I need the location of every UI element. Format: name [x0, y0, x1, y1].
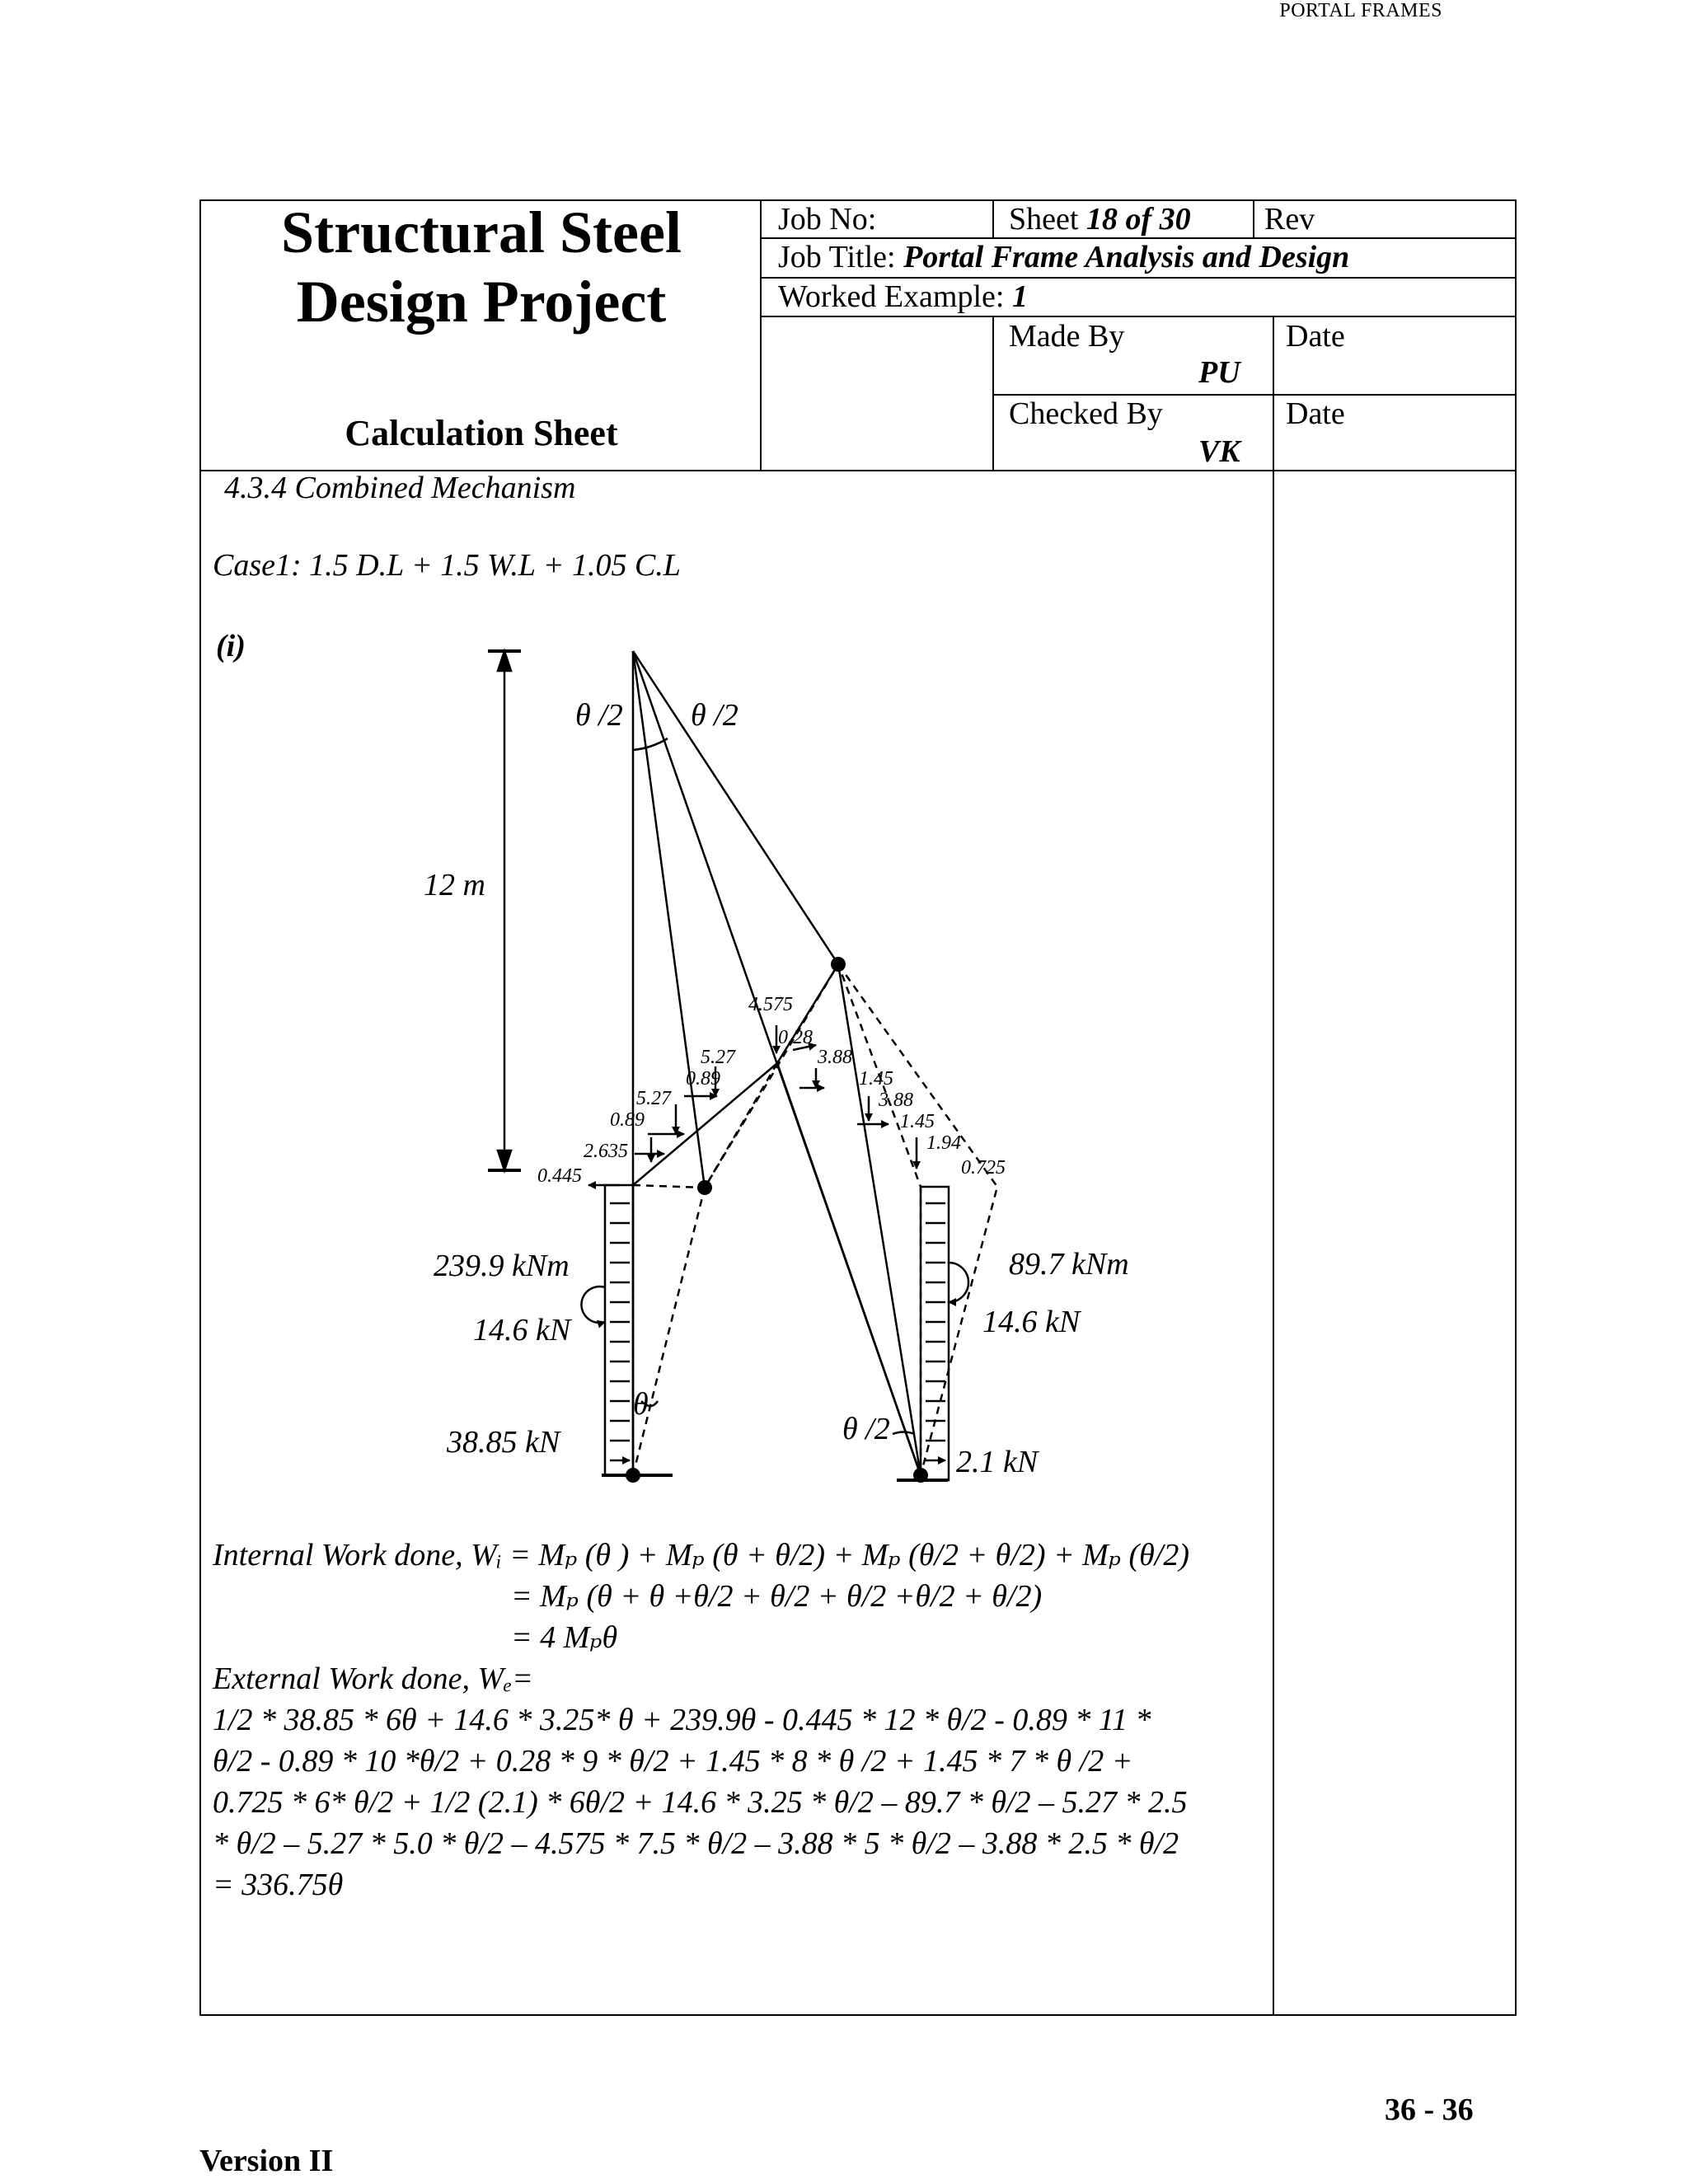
project-title-line2: Design Project: [296, 269, 667, 335]
label-239-9-knm: 239.9 kNm: [434, 1249, 570, 1283]
running-header: PORTAL FRAMES: [1279, 0, 1442, 21]
equation-line-5: 1/2 * 38.85 * 6θ + 14.6 * 3.25* θ + 239.9θ - 0.445 * 12 * θ/2 - 0.89 * 11 *: [213, 1703, 1151, 1737]
made-by-label: Made By: [1009, 319, 1125, 354]
label-theta-half-right: θ /2: [691, 698, 738, 733]
plastic-hinge: [831, 957, 846, 972]
section-heading: 4.3.4 Combined Mechanism: [224, 471, 576, 505]
label-theta-half-bottom: θ /2: [842, 1412, 890, 1446]
label-0-725: 0.725: [961, 1157, 1006, 1179]
job-no-label: Job No:: [778, 202, 877, 237]
label-0-89-b: 0.89: [610, 1109, 645, 1131]
rev-label: Rev: [1264, 202, 1315, 237]
label-14-6-kn-left: 14.6 kN: [473, 1313, 571, 1347]
label-3-88-b: 3.88: [879, 1090, 913, 1111]
left-column-udl: [605, 1185, 633, 1475]
made-by-value: PU: [1198, 355, 1240, 390]
sub-label: (i): [216, 629, 246, 663]
plastic-hinge: [626, 1468, 640, 1483]
original-frame-dashed: [633, 1188, 705, 1475]
equation-result: = 336.75θ: [213, 1868, 344, 1902]
equation-line-3: = 4 Mₚθ: [511, 1620, 618, 1655]
equation-line-1: Internal Work done, Wᵢ = Mₚ (θ ) + Mₚ (θ + θ/2) + Mₚ (θ/2 + θ/2) + Mₚ (θ/2): [213, 1538, 1189, 1572]
label-theta-half-left: θ /2: [575, 698, 623, 733]
label-2-1-kn: 2.1 kN: [956, 1445, 1039, 1479]
version-label: Version II: [199, 2144, 334, 2178]
rotation-line: [838, 964, 921, 1475]
equation-line-6: θ/2 - 0.89 * 10 *θ/2 + 0.28 * 9 * θ/2 + 1.45 * 8 * θ /2 + 1.45 * 7 * θ /2 +: [213, 1744, 1133, 1779]
job-title-label: Job Title:: [778, 240, 896, 274]
load-case: Case1: 1.5 D.L + 1.5 W.L + 1.05 C.L: [213, 548, 681, 583]
sheet-type-label: Calculation Sheet: [345, 413, 618, 453]
angle-arc: [633, 738, 668, 750]
job-title-value: Portal Frame Analysis and Design: [903, 240, 1350, 274]
label-1-94: 1.94: [926, 1132, 961, 1154]
worked-example-value: 1: [1011, 279, 1028, 314]
checked-by-value: VK: [1198, 434, 1240, 469]
label-14-6-kn-right: 14.6 kN: [982, 1305, 1081, 1339]
dimension-arrow: [498, 1151, 511, 1170]
checked-by-label: Checked By: [1009, 396, 1163, 431]
label-4-575: 4.575: [748, 994, 793, 1015]
checked-date-label: Date: [1286, 396, 1345, 431]
angle-arc: [893, 1432, 915, 1435]
label-1-45-a: 1.45: [859, 1068, 893, 1090]
equation-line-4: External Work done, Wₑ=: [213, 1661, 533, 1696]
udl-arrows-right: [926, 1203, 945, 1460]
plastic-hinge: [913, 1468, 928, 1483]
dimension-arrow: [498, 651, 511, 671]
sheet-value: 18 of 30: [1085, 202, 1191, 237]
udl-arrows-left: [610, 1203, 630, 1460]
equation-line-7: 0.725 * 6* θ/2 + 1/2 (2.1) * 6θ/2 + 14.6 * 3.25 * θ/2 – 89.7 * θ/2 – 5.27 * 2.5: [213, 1785, 1188, 1820]
label-3-88-a: 3.88: [818, 1047, 852, 1068]
label-5-27-b: 5.27: [636, 1088, 671, 1109]
moment-arc-left: [581, 1286, 605, 1323]
label-5-27-a: 5.27: [701, 1047, 735, 1068]
worked-example-label: Worked Example:: [778, 279, 1005, 314]
project-title-line1: Structural Steel: [281, 199, 682, 265]
page-number: 36 - 36: [1385, 2093, 1474, 2127]
label-height: 12 m: [424, 868, 485, 902]
label-38-85-kn: 38.85 kN: [447, 1425, 560, 1460]
plastic-hinge: [697, 1180, 712, 1195]
made-date-label: Date: [1286, 319, 1345, 354]
right-column-udl: [921, 1187, 949, 1480]
original-frame-dashed: [838, 964, 997, 1475]
label-0-28: 0.28: [778, 1027, 813, 1048]
label-0-445: 0.445: [537, 1165, 582, 1187]
equation-line-8: * θ/2 – 5.27 * 5.0 * θ/2 – 4.575 * 7.5 * θ/2 – 3.88 * 5 * θ/2 – 3.88 * 2.5 * θ/2: [213, 1826, 1179, 1861]
label-1-45-b: 1.45: [900, 1111, 935, 1132]
equation-line-2: = Mₚ (θ + θ +θ/2 + θ/2 + θ/2 +θ/2 + θ/2): [511, 1579, 1043, 1614]
moment-arc-right: [949, 1263, 968, 1302]
label-0-89-a: 0.89: [686, 1068, 720, 1090]
sheet-label: Sheet: [1009, 202, 1079, 237]
label-89-7-knm: 89.7 kNm: [1009, 1247, 1129, 1282]
label-2-635: 2.635: [584, 1141, 628, 1162]
label-theta: θ: [633, 1387, 649, 1422]
